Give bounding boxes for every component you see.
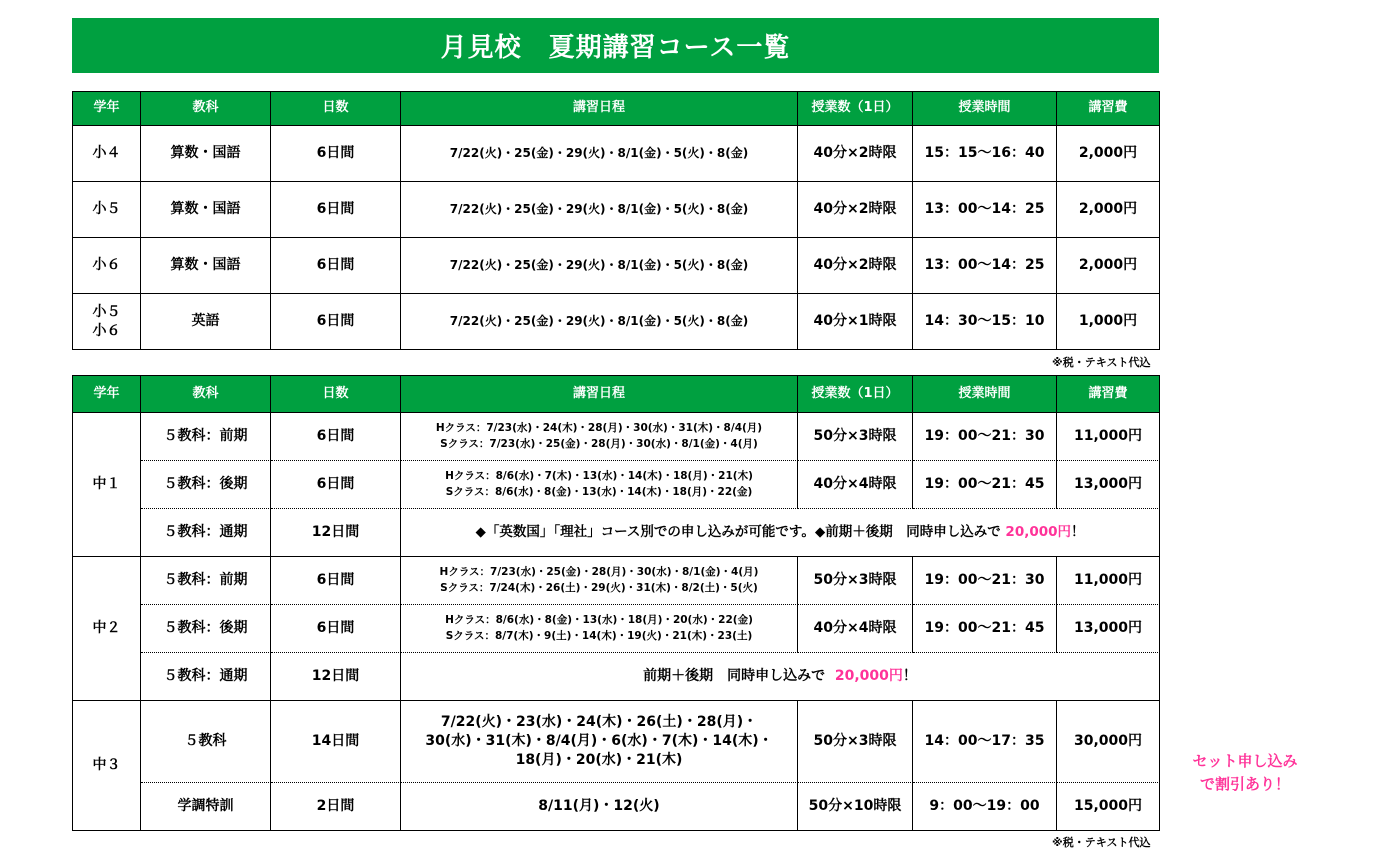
header-lessons: 授業数（1日） bbox=[798, 376, 913, 413]
s-class-schedule: Sクラス：7/23(水)・25(金)・28(月)・30(水)・8/1(金)・4(月) bbox=[440, 437, 758, 450]
offer-price: 20,000円 bbox=[1005, 523, 1072, 540]
row-fee: 2,000円 bbox=[1057, 182, 1160, 238]
s-class-schedule: Sクラス：8/7(木)・9(土)・14(木)・19(火)・21(木)・23(土) bbox=[445, 629, 753, 642]
row-days: 6日間 bbox=[271, 461, 401, 509]
row-schedule: 8/11(月)・12(火) bbox=[401, 783, 798, 831]
row-lessons: 40分×4時限 bbox=[798, 461, 913, 509]
row-schedule: 7/22(火)・25(金)・29(火)・8/1(金)・5(火)・8(金) bbox=[401, 238, 798, 294]
schedule-line: 7/22(火)・23(水)・24(木)・26(土)・28(月)・ bbox=[440, 714, 758, 731]
tax-note: ※税・テキスト代込 bbox=[1052, 836, 1151, 849]
row-time: 13：00〜14：25 bbox=[913, 238, 1057, 294]
schedule-line: 30(水)・31(木)・8/4(月)・6(水)・7(木)・14(木)・ bbox=[425, 733, 773, 750]
row-schedule: 7/22(火)・25(金)・29(火)・8/1(金)・5(火)・8(金) bbox=[401, 182, 798, 238]
row-subject: 算数・国語 bbox=[141, 126, 271, 182]
row-lessons: 50分×3時限 bbox=[798, 413, 913, 461]
row-grade: 小４ bbox=[73, 126, 141, 182]
grade-cell-chu3: 中３ bbox=[73, 701, 141, 831]
row-days: 6日間 bbox=[271, 557, 401, 605]
row-lessons: 40分×4時限 bbox=[798, 605, 913, 653]
row-subject: ５教科：前期 bbox=[141, 557, 271, 605]
row-fee: 1,000円 bbox=[1057, 294, 1160, 350]
row-days: 12日間 bbox=[271, 653, 401, 701]
row-grade: 小５ bbox=[73, 182, 141, 238]
row-time: 15：15〜16：40 bbox=[913, 126, 1057, 182]
header-time: 授業時間 bbox=[913, 376, 1057, 413]
junior-high-course-table bbox=[72, 375, 1160, 831]
h-class-schedule: Hクラス：8/6(水)・7(木)・13(水)・14(木)・18(月)・21(木) bbox=[445, 470, 753, 483]
row-lessons: 40分×2時限 bbox=[798, 126, 913, 182]
h-class-schedule: Hクラス：8/6(水)・8(金)・13(水)・18(月)・20(水)・22(金) bbox=[445, 614, 753, 627]
full-term-offer bbox=[401, 653, 1160, 701]
header-grade: 学年 bbox=[73, 92, 141, 126]
grade-cell-chu2: 中２ bbox=[73, 557, 141, 701]
h-class-schedule: Hクラス：7/23(水)・24(木)・28(月)・30(水)・31(木)・8/4(月) bbox=[435, 422, 763, 435]
offer-price: 20,000円 bbox=[834, 668, 903, 685]
row-grade: 小６ bbox=[73, 238, 141, 294]
row-subject: ５教科：通期 bbox=[141, 509, 271, 557]
row-subject: ５教科 bbox=[141, 701, 271, 783]
header-schedule: 講習日程 bbox=[401, 92, 798, 126]
s-class-schedule: Sクラス：8/6(水)・8(金)・13(水)・14(木)・18(月)・22(金) bbox=[445, 485, 753, 498]
header-fee: 講習費 bbox=[1057, 376, 1160, 413]
row-fee: 11,000円 bbox=[1057, 557, 1160, 605]
row-days: 6日間 bbox=[271, 126, 401, 182]
row-schedule bbox=[401, 701, 798, 783]
row-fee: 13,000円 bbox=[1057, 461, 1160, 509]
row-time: 19：00〜21：30 bbox=[913, 413, 1057, 461]
row-subject: ５教科：通期 bbox=[141, 653, 271, 701]
elementary-course-table bbox=[72, 91, 1160, 350]
set-discount-note bbox=[1170, 750, 1320, 795]
h-class-schedule: Hクラス：7/23(水)・25(金)・28(月)・30(水)・8/1(金)・4(月) bbox=[439, 566, 759, 579]
row-schedule: 7/22(火)・25(金)・29(火)・8/1(金)・5(火)・8(金) bbox=[401, 126, 798, 182]
row-fee: 2,000円 bbox=[1057, 238, 1160, 294]
row-subject: ５教科：後期 bbox=[141, 605, 271, 653]
header-grade: 学年 bbox=[73, 376, 141, 413]
row-days: 14日間 bbox=[271, 701, 401, 783]
page-title: 月見校 夏期講習コース一覧 bbox=[72, 18, 1159, 73]
header-lessons: 授業数（1日） bbox=[798, 92, 913, 126]
side-note-line: で割引あり！ bbox=[1199, 774, 1290, 793]
tax-note: ※税・テキスト代込 bbox=[1052, 356, 1151, 369]
full-term-offer bbox=[401, 509, 1160, 557]
row-time: 14：00〜17：35 bbox=[913, 701, 1057, 783]
row-days: 2日間 bbox=[271, 783, 401, 831]
row-schedule bbox=[401, 413, 798, 461]
row-fee: 15,000円 bbox=[1057, 783, 1160, 831]
row-subject: ５教科：前期 bbox=[141, 413, 271, 461]
row-time: 9：00〜19：00 bbox=[913, 783, 1057, 831]
row-days: 12日間 bbox=[271, 509, 401, 557]
header-schedule: 講習日程 bbox=[401, 376, 798, 413]
grade-cell-chu1: 中１ bbox=[73, 413, 141, 557]
row-lessons: 40分×2時限 bbox=[798, 182, 913, 238]
header-fee: 講習費 bbox=[1057, 92, 1160, 126]
row-subject: 英語 bbox=[141, 294, 271, 350]
row-days: 6日間 bbox=[271, 294, 401, 350]
header-days: 日数 bbox=[271, 92, 401, 126]
offer-text: ◆「英数国」「理社」コース別での申し込みが可能です。◆前期＋後期 同時申し込みで bbox=[475, 523, 1001, 540]
row-time: 19：00〜21：30 bbox=[913, 557, 1057, 605]
row-time: 13：00〜14：25 bbox=[913, 182, 1057, 238]
row-time: 19：00〜21：45 bbox=[913, 461, 1057, 509]
offer-text: 前期＋後期 同時申し込みで bbox=[643, 668, 826, 685]
offer-exclaim: ！ bbox=[902, 668, 917, 685]
offer-exclaim: ！ bbox=[1071, 523, 1085, 540]
row-lessons: 40分×1時限 bbox=[798, 294, 913, 350]
row-subject: ５教科：後期 bbox=[141, 461, 271, 509]
row-time: 14：30〜15：10 bbox=[913, 294, 1057, 350]
row-grade bbox=[73, 294, 141, 350]
row-fee: 2,000円 bbox=[1057, 126, 1160, 182]
row-lessons: 50分×3時限 bbox=[798, 557, 913, 605]
s-class-schedule: Sクラス：7/24(木)・26(土)・29(火)・31(木)・8/2(土)・5(火) bbox=[440, 581, 758, 594]
row-days: 6日間 bbox=[271, 182, 401, 238]
grade-line: 小６ bbox=[92, 322, 121, 339]
row-schedule bbox=[401, 557, 798, 605]
grade-line: 小５ bbox=[92, 304, 121, 321]
header-subject: 教科 bbox=[141, 92, 271, 126]
header-time: 授業時間 bbox=[913, 92, 1057, 126]
row-fee: 11,000円 bbox=[1057, 413, 1160, 461]
row-lessons: 50分×10時限 bbox=[798, 783, 913, 831]
row-subject: 算数・国語 bbox=[141, 182, 271, 238]
row-time: 19：00〜21：45 bbox=[913, 605, 1057, 653]
row-subject: 算数・国語 bbox=[141, 238, 271, 294]
side-note-line: セット申し込み bbox=[1192, 752, 1298, 770]
header-subject: 教科 bbox=[141, 376, 271, 413]
row-schedule bbox=[401, 461, 798, 509]
header-days: 日数 bbox=[271, 376, 401, 413]
row-days: 6日間 bbox=[271, 413, 401, 461]
row-fee: 13,000円 bbox=[1057, 605, 1160, 653]
schedule-line: 18(月)・20(水)・21(木) bbox=[515, 751, 683, 768]
row-lessons: 40分×2時限 bbox=[798, 238, 913, 294]
row-subject: 学調特訓 bbox=[141, 783, 271, 831]
row-lessons: 50分×3時限 bbox=[798, 701, 913, 783]
row-schedule: 7/22(火)・25(金)・29(火)・8/1(金)・5(火)・8(金) bbox=[401, 294, 798, 350]
row-fee: 30,000円 bbox=[1057, 701, 1160, 783]
row-schedule bbox=[401, 605, 798, 653]
row-days: 6日間 bbox=[271, 605, 401, 653]
row-days: 6日間 bbox=[271, 238, 401, 294]
